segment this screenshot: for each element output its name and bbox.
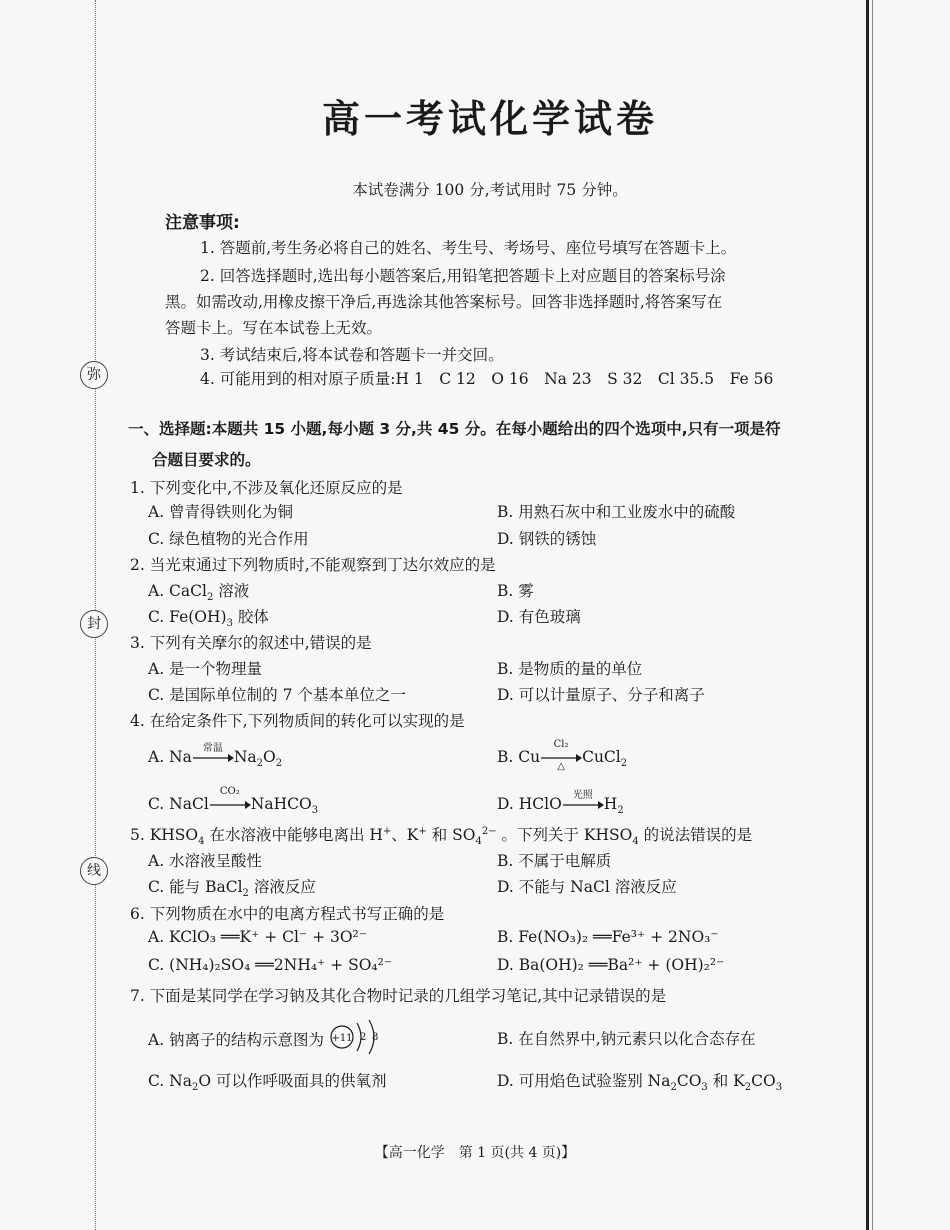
question-6-option-d: D. Ba(OH)₂ ══Ba²⁺ + (OH)₂²⁻ [497,956,725,974]
notice-heading: 注意事项: [165,213,240,233]
question-6-option-c: C. (NH₄)₂SO₄ ══2NH₄⁺ + SO₄²⁻ [148,956,393,974]
shell-1-electrons: 2 [360,1032,367,1043]
question-3-option-b: B. 是物质的量的单位 [497,660,643,678]
reaction-arrow: Cl₂ △ [540,751,582,765]
sodium-ion-structure-diagram [329,1017,387,1057]
question-2-option-b: B. 雾 [497,582,534,600]
question-2-stem: 2. 当光束通过下列物质时,不能观察到丁达尔效应的是 [130,556,496,574]
nucleus-charge: +11 [331,1033,353,1044]
notice-item: 3. 考试结束后,将本试卷和答题卡一并交回。 [200,346,504,364]
reaction-arrow: 光照 [562,798,604,812]
notice-item: 答题卡上。写在本试卷上无效。 [165,319,383,337]
notice-item: 4. 可能用到的相对原子质量:H 1 C 12 O 16 Na 23 S 32 Cl 35.5 Fe 56 [200,370,774,388]
question-4-option-a: A. Na 常温 $Na_2O_2$ [148,743,283,770]
question-1-option-a: A. 曾青得铁则化为铜 [148,503,294,521]
notice-item: 2. 回答选择题时,选出每小题答案后,用铅笔把答题卡上对应题目的答案标号涂 [200,267,726,285]
question-7-stem: 7. 下面是某同学在学习钠及其化合物时记录的几组学习笔记,其中记录错误的是 [130,987,667,1005]
reaction-arrow: CO₂ [209,798,251,812]
question-4-option-d: D. HClO 光照 $H_2$ [497,790,624,817]
question-3-option-a: A. 是一个物理量 [148,660,263,678]
question-2-option-c: C. $Fe(OH)_3$ 胶体 [148,608,269,630]
question-3-stem: 3. 下列有关摩尔的叙述中,错误的是 [130,634,372,652]
question-6-option-b: B. Fe(NO₃)₂ ══Fe³⁺ + 2NO₃⁻ [497,928,719,946]
exam-info: 本试卷满分 100 分,考试用时 75 分钟。 [352,181,628,199]
question-5-stem: 5. $KHSO_4$ 在水溶液中能够电离出 H+、K+ 和 $SO_4^{2-}$ 。下列关于 $KHSO_4$ 的说法错误的是 [130,825,753,848]
question-5-option-c: C. 能与 BaCl$_2$ 溶液反应 [148,878,316,900]
question-5-option-d: D. 不能与 NaCl 溶液反应 [497,878,677,896]
binding-mark-feng: 封 [80,610,108,638]
question-1-option-b: B. 用熟石灰中和工业废水中的硫酸 [497,503,736,521]
binding-mark-xian: 线 [80,857,108,885]
question-3-option-d: D. 可以计量原子、分子和离子 [497,686,705,704]
question-7-option-a: A. 钠离子的结构示意图为 +11 2 8 [148,1025,387,1057]
question-2-option-d: D. 有色玻璃 [497,608,581,626]
question-4-option-b: B. Cu Cl₂ △ CuCl$_2$ [497,739,628,772]
question-5-option-b: B. 不属于电解质 [497,852,612,870]
question-2-option-a: A. CaCl$_2$ 溶液 [148,582,250,604]
question-6-option-a: A. KClO₃ ══K⁺ + Cl⁻ + 3O²⁻ [148,928,367,946]
page-title: 高一考试化学试卷 [321,97,658,141]
question-5-option-a: A. 水溶液呈酸性 [148,852,263,870]
page-footer: 【高一化学 第 1 页(共 4 页)】 [374,1145,576,1161]
question-7-option-c: C. $Na_2O$ 可以作呼吸面具的供氧剂 [148,1072,387,1094]
notice-item: 黑。如需改动,用橡皮擦干净后,再选涂其他答案标号。回答非选择题时,将答案写在 [165,293,723,311]
section-heading: 一、选择题:本题共 15 小题,每小题 3 分,共 45 分。在每小题给出的四个选项中,只有一项是符 [128,420,781,438]
shell-2-electrons: 8 [372,1032,379,1043]
question-7-option-b: B. 在自然界中,钠元素只以化合态存在 [497,1030,756,1048]
question-4-stem: 4. 在给定条件下,下列物质间的转化可以实现的是 [130,712,465,730]
question-1-option-c: C. 绿色植物的光合作用 [148,530,309,548]
question-6-stem: 6. 下列物质在水中的电离方程式书写正确的是 [130,905,445,923]
question-4-option-c: C. NaCl CO₂ NaHCO$_3$ [148,786,319,817]
question-7-option-d: D. 可用焰色试验鉴别 $Na_2CO_3$ 和 $K_2CO_3$ [497,1072,783,1094]
question-1-stem: 1. 下列变化中,不涉及氧化还原反应的是 [130,479,403,497]
question-3-option-c: C. 是国际单位制的 7 个基本单位之一 [148,686,406,704]
section-heading-cont: 合题目要求的。 [152,451,261,469]
binding-mark-mi: 弥 [80,361,108,389]
question-1-option-d: D. 钢铁的锈蚀 [497,530,597,548]
reaction-arrow: 常温 [192,751,234,765]
notice-item: 1. 答题前,考生务必将自己的姓名、考生号、考场号、座位号填写在答题卡上。 [200,239,737,257]
